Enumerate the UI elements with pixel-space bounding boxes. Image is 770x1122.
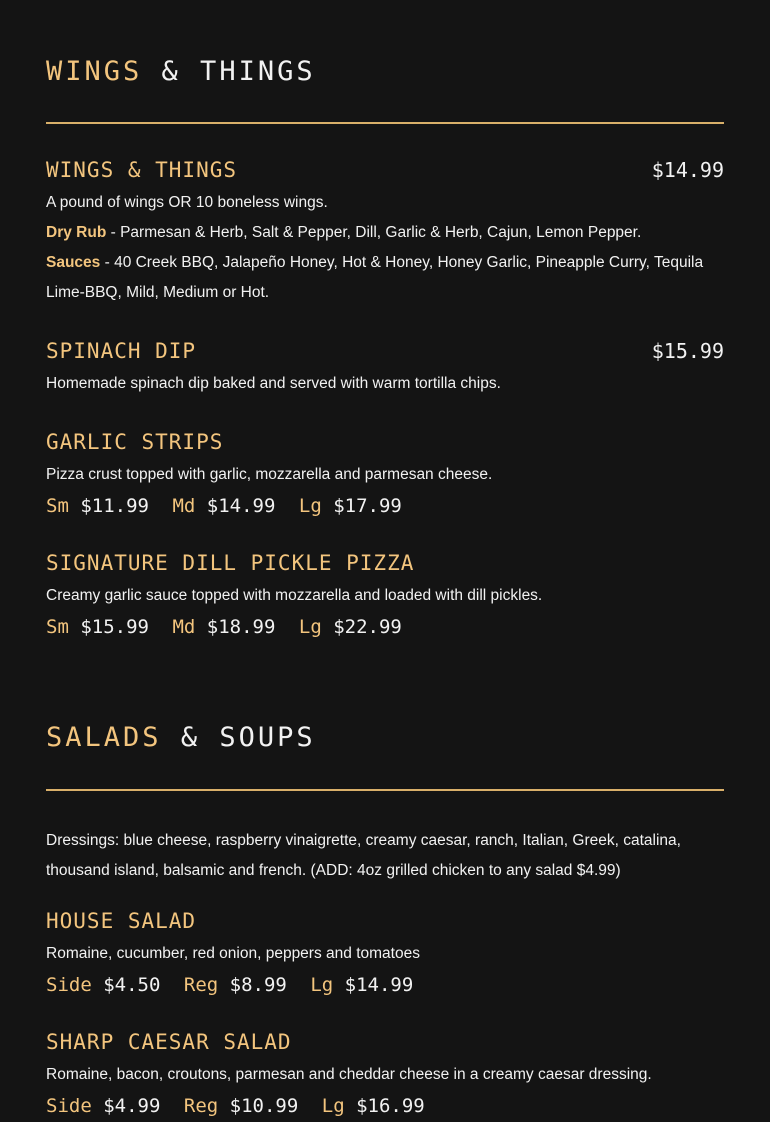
item-name: SIGNATURE DILL PICKLE PIZZA — [46, 551, 415, 575]
size-price: $10.99 — [229, 1095, 299, 1117]
size-label: Side — [46, 974, 92, 996]
sauces-label: Sauces — [46, 254, 101, 271]
size-prices — [46, 969, 724, 1001]
dry-rub-label: Dry Rub — [46, 224, 107, 241]
size-label: Lg — [321, 1095, 345, 1117]
menu-item-wings — [46, 156, 724, 308]
dry-rub-options — [46, 218, 724, 248]
size-price: $22.99 — [333, 616, 402, 638]
wings-section-title-accent: WINGS — [46, 56, 143, 87]
item-description: Creamy garlic sauce topped with mozzarella and loaded with dill pickles. — [46, 587, 543, 604]
item-description: Romaine, bacon, croutons, parmesan and cheddar cheese in a creamy caesar dressing. — [46, 1066, 652, 1083]
size-label: Sm — [46, 616, 69, 638]
sauce-options — [46, 248, 724, 308]
item-description: Homemade spinach dip baked and served with warm tortilla chips. — [46, 375, 501, 392]
item-name: WINGS & THINGS — [46, 158, 238, 182]
item-description: A pound of wings OR 10 boneless wings. — [46, 194, 328, 211]
item-name: HOUSE SALAD — [46, 909, 197, 933]
size-price: $4.50 — [103, 974, 161, 996]
item-price: $15.99 — [651, 339, 724, 363]
wings-section-divider — [46, 122, 724, 124]
size-label: Reg — [183, 974, 219, 996]
size-label: Lg — [310, 974, 334, 996]
wings-section-title — [46, 58, 316, 85]
item-description: Pizza crust topped with garlic, mozzarella and parmesan cheese. — [46, 466, 493, 483]
size-price: $15.99 — [80, 616, 149, 638]
size-label: Md — [172, 616, 196, 638]
size-label: Lg — [298, 495, 322, 517]
item-name: SPINACH DIP — [46, 339, 197, 363]
size-price: $11.99 — [80, 495, 149, 517]
menu-item-caesar-salad — [46, 1028, 724, 1122]
size-price: $18.99 — [206, 616, 276, 638]
dressings-note — [46, 826, 724, 886]
salads-section-title — [46, 724, 316, 751]
size-label: Reg — [183, 1095, 219, 1117]
sauces-text: - 40 Creek BBQ, Jalapeño Honey, Hot & Honey, Honey Garlic, Pineapple Curry, Tequila Lime-BBQ, Mild, Medium or Hot. — [46, 254, 704, 301]
item-name: GARLIC STRIPS — [46, 430, 224, 454]
size-label: Lg — [298, 616, 322, 638]
size-prices — [46, 1090, 724, 1122]
salads-section-title-rest: & SOUPS — [180, 722, 316, 753]
size-prices — [46, 490, 724, 522]
item-description: Romaine, cucumber, red onion, peppers and tomatoes — [46, 945, 420, 962]
dry-rub-text: - Parmesan & Herb, Salt & Pepper, Dill, Garlic & Herb, Cajun, Lemon Pepper. — [106, 224, 642, 241]
item-price: $14.99 — [651, 158, 724, 182]
menu-item-garlic-strips — [46, 428, 724, 522]
size-price: $14.99 — [344, 974, 414, 996]
wings-section-title-rest: & THINGS — [161, 56, 316, 87]
size-price: $16.99 — [356, 1095, 425, 1117]
size-price: $4.99 — [103, 1095, 161, 1117]
size-label: Sm — [46, 495, 69, 517]
salads-section-divider — [46, 789, 724, 791]
size-price: $8.99 — [229, 974, 287, 996]
size-price: $17.99 — [333, 495, 402, 517]
menu-item-spinach-dip — [46, 337, 724, 399]
menu-item-dill-pickle-pizza — [46, 549, 724, 643]
item-name: SHARP CAESAR SALAD — [46, 1030, 292, 1054]
menu-item-house-salad — [46, 907, 724, 1001]
salads-section-title-accent: SALADS — [46, 722, 162, 753]
size-label: Side — [46, 1095, 92, 1117]
dressings-text: Dressings: blue cheese, raspberry vinaigrette, creamy caesar, ranch, Italian, Greek, catalina, thousand island, balsamic and french. (ADD: 4oz grilled chicken to any salad $4.99) — [46, 832, 681, 879]
size-prices — [46, 611, 724, 643]
size-price: $14.99 — [206, 495, 276, 517]
size-label: Md — [172, 495, 196, 517]
